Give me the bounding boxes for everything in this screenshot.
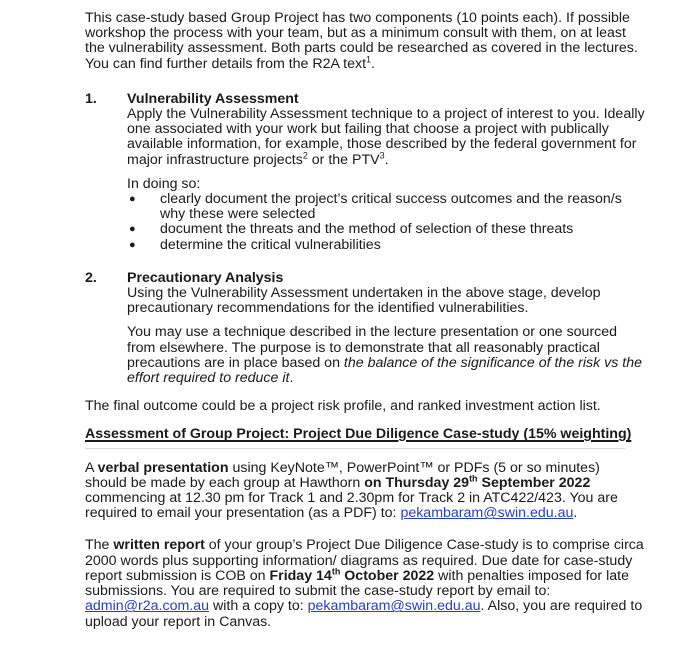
italic-emphasis: the balance of the significance of the risk vs the effort required to reduce it bbox=[127, 354, 643, 387]
bullet-list bbox=[127, 192, 645, 253]
bullet-icon: ● bbox=[129, 223, 136, 236]
date-text: September 2022 bbox=[477, 474, 591, 491]
section-title: Vulnerability Assessment bbox=[127, 90, 299, 107]
text: with penalties imposed for late submissions. You are required to submit the case-study report by email to: bbox=[85, 567, 629, 600]
presentation-paragraph bbox=[85, 461, 645, 522]
footnote-ref-2: 2 bbox=[302, 149, 308, 160]
list-item bbox=[127, 238, 645, 253]
final-outcome-text: The final outcome could be a project risk profile, and ranked investment action list. bbox=[85, 398, 601, 415]
intro-paragraph bbox=[85, 11, 645, 72]
assessment-heading: Assessment of Group Project: Project Due Diligence Case-study (15% weighting) bbox=[85, 426, 632, 443]
text: The bbox=[85, 537, 114, 554]
section-number: 2. bbox=[85, 269, 97, 286]
presentation-date bbox=[364, 475, 590, 491]
footnote-ref-3: 3 bbox=[379, 149, 385, 160]
list-item bbox=[127, 192, 645, 222]
ordinal-suffix: th bbox=[331, 566, 341, 577]
divider bbox=[85, 448, 625, 449]
section-title: Precautionary Analysis bbox=[127, 269, 284, 286]
assessment-heading-block bbox=[85, 427, 645, 442]
text: with a copy to: bbox=[209, 598, 308, 615]
intro-end: . bbox=[371, 55, 375, 72]
email-link-pekambaram[interactable]: pekambaram@swin.edu.au bbox=[400, 505, 574, 522]
intro-text: This case-study based Group Project has two components (10 points each). If possible workshop the process with your team, but as a minimum consult with them, on at least the vulnerability assessment. Both parts could be researched as covered in the lectures. You can find further details from the R2A text bbox=[85, 10, 638, 72]
text: A bbox=[85, 459, 98, 476]
email-link-admin[interactable]: admin@r2a.com.au bbox=[85, 598, 210, 615]
date-text: on Thursday 29 bbox=[364, 474, 470, 491]
section-body-end: . bbox=[384, 151, 389, 168]
list-item-text: document the threats and the method of selection of these threats bbox=[160, 221, 574, 238]
section-body-text: Apply the Vulnerability Assessment technique to a project of interest to you. Ideally one associated with your work but failing that choose a project with publically available information, for example, those described by the federal government for major infrastructure projects bbox=[127, 106, 645, 168]
list-item-text: determine the critical vulnerabilities bbox=[160, 236, 381, 253]
section-body-mid: or the PTV bbox=[307, 151, 380, 168]
section-body bbox=[127, 107, 645, 168]
text: using KeyNote™, PowerPoint™ or PDFs (5 or so minutes) should be made by each group at Hawthorn bbox=[85, 459, 600, 491]
email-link-pekambaram[interactable]: pekambaram@swin.edu.au bbox=[307, 598, 481, 615]
list-item-text: clearly document the project’s critical success outcomes and the reason/s why these were selected bbox=[160, 191, 622, 223]
section-body: Using the Vulnerability Assessment undertaken in the above stage, develop precautionary recommendations for the identified vulnerabilities. bbox=[127, 285, 601, 317]
text: . Also, you are required to upload your report in Canvas. bbox=[85, 598, 643, 630]
report-due-date bbox=[270, 568, 435, 584]
section-number: 1. bbox=[85, 90, 97, 107]
paragraph-end: . bbox=[289, 370, 294, 387]
report-paragraph bbox=[85, 538, 645, 629]
bullet-icon: ● bbox=[129, 238, 136, 251]
text: commencing at 12.30 pm for Track 1 and 2.30pm for Track 2 in ATC422/423. You are required to email your presentation (as a PDF) to: bbox=[85, 490, 618, 522]
bold-text: verbal presentation bbox=[97, 459, 229, 476]
ordinal-suffix: th bbox=[469, 473, 478, 484]
paragraph-text: You may use a technique described in the lecture presentation or one sourced from elsewhere. The purpose is to demonstrate that all reasonably practical precautions are in place based on bbox=[127, 324, 618, 371]
bullet-icon: ● bbox=[129, 193, 136, 206]
date-text: Friday 14 bbox=[269, 567, 332, 584]
date-text: October 2022 bbox=[340, 567, 435, 584]
bold-text: written report bbox=[113, 537, 205, 554]
section-precautionary-analysis bbox=[85, 271, 645, 386]
document-page bbox=[85, 11, 645, 630]
section-vulnerability-assessment bbox=[85, 92, 645, 253]
text: of your group’s Project Due Diligence Case-study is to comprise circa 2000 words plus supporting information/ diagrams as required. Due date for case-study report submission is COB on bbox=[85, 537, 644, 584]
section-paragraph bbox=[127, 325, 645, 386]
lead-text: In doing so: bbox=[127, 175, 201, 192]
text: . bbox=[573, 505, 578, 522]
list-item bbox=[127, 222, 645, 237]
footnote-ref-1: 1 bbox=[366, 53, 372, 64]
